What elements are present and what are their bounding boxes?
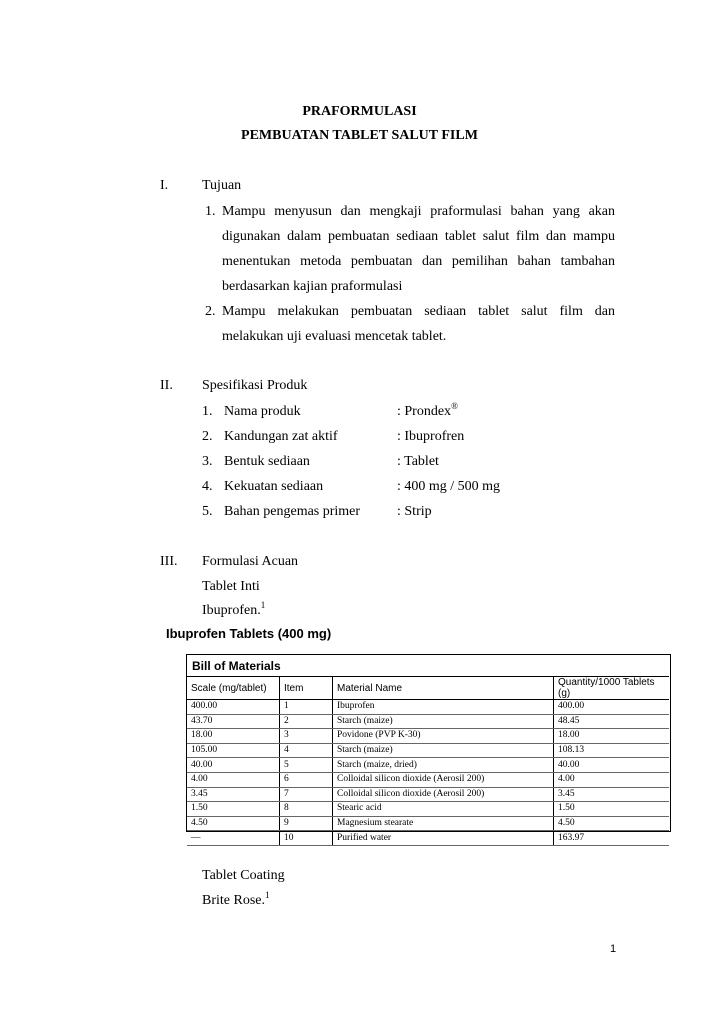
spec-value: : Prondex® — [397, 401, 458, 419]
cell-scale: 4.00 — [187, 772, 280, 787]
spec-label: Kekuatan sediaan — [224, 479, 324, 494]
bom-grid — [187, 676, 669, 846]
cell-quantity: 18.00 — [554, 729, 670, 744]
cell-item: 9 — [280, 816, 333, 831]
section-heading: Formulasi Acuan — [202, 554, 299, 569]
cell-material: Povidone (PVP K-30) — [333, 729, 554, 744]
section-heading: Tujuan — [202, 178, 242, 193]
cell-quantity: 163.97 — [554, 831, 670, 846]
reference-mark: 1 — [260, 600, 266, 610]
subheading-ibuprofen: Ibuprofen.$^1$ — [202, 600, 266, 618]
cell-scale: 43.70 — [187, 714, 280, 729]
registered-mark: ® — [451, 401, 458, 411]
spec-label: Bentuk sediaan — [224, 454, 310, 469]
bom-heading: Bill of Materials — [192, 659, 281, 673]
reference-mark: 1 — [265, 890, 270, 900]
cell-material: Starch (maize) — [333, 714, 554, 729]
table-row — [187, 758, 669, 773]
spec-label: Nama produk — [224, 404, 301, 419]
cell-item: 7 — [280, 787, 333, 802]
column-header-quantity: Quantity/1000 Tablets (g) — [554, 677, 670, 700]
cell-quantity: 3.45 — [554, 787, 670, 802]
cell-material: Starch (maize, dried) — [333, 758, 554, 773]
cell-quantity: 1.50 — [554, 802, 670, 817]
cell-quantity: 4.50 — [554, 816, 670, 831]
page-number: 1 — [610, 943, 617, 955]
section-number: III. — [160, 554, 178, 569]
cell-item: 10 — [280, 831, 333, 846]
spec-number: 5. — [202, 504, 213, 519]
cell-scale: 400.00 — [187, 700, 280, 715]
page-title: PRAFORMULASI — [302, 104, 417, 119]
bill-of-materials-table — [186, 654, 671, 843]
section-heading: Spesifikasi Produk — [202, 378, 308, 393]
table-header-row — [187, 677, 669, 700]
section-number: I. — [160, 178, 169, 193]
cell-item: 2 — [280, 714, 333, 729]
subheading-coating: Tablet Coating — [202, 868, 285, 883]
column-header-item: Item — [280, 677, 333, 700]
cell-item: 4 — [280, 743, 333, 758]
spec-number: 4. — [202, 479, 213, 494]
table-row — [187, 714, 669, 729]
spec-number: 3. — [202, 454, 213, 469]
list-number: 1. — [205, 204, 216, 219]
cell-item: 6 — [280, 772, 333, 787]
subheading-core: Tablet Inti — [202, 579, 260, 594]
spec-value: : 400 mg / 500 mg — [397, 479, 501, 494]
cell-material: Colloidal silicon dioxide (Aerosil 200) — [333, 772, 554, 787]
cell-quantity: 400.00 — [554, 700, 670, 715]
cell-item: 5 — [280, 758, 333, 773]
table-row — [187, 816, 669, 831]
spec-value: : Ibuprofren — [397, 429, 465, 444]
spec-label: Bahan pengemas primer — [224, 504, 361, 519]
cell-scale: 40.00 — [187, 758, 280, 773]
cell-scale: 18.00 — [187, 729, 280, 744]
cell-scale: — — [187, 831, 280, 846]
column-header-material: Material Name — [333, 677, 554, 700]
cell-material: Starch (maize) — [333, 743, 554, 758]
list-number: 2. — [205, 304, 216, 319]
table-row — [187, 787, 669, 802]
cell-material: Purified water — [333, 831, 554, 846]
spec-number: 2. — [202, 429, 213, 444]
coating-name: Brite Rose.$^1$ — [202, 890, 270, 908]
table-row — [187, 729, 669, 744]
table-row — [187, 772, 669, 787]
cell-quantity: 108.13 — [554, 743, 670, 758]
spec-value: : Strip — [397, 504, 432, 519]
cell-item: 8 — [280, 802, 333, 817]
spec-label: Kandungan zat aktif — [224, 429, 338, 444]
cell-quantity: 48.45 — [554, 714, 670, 729]
column-header-scale: Scale (mg/tablet) — [187, 677, 280, 700]
cell-scale: 105.00 — [187, 743, 280, 758]
spec-value: : Tablet — [397, 454, 439, 469]
table-title: Ibuprofen Tablets (400 mg) — [166, 626, 332, 641]
cell-material: Magnesium stearate — [333, 816, 554, 831]
cell-item: 3 — [280, 729, 333, 744]
table-row — [187, 700, 669, 715]
page-subtitle: PEMBUATAN TABLET SALUT FILM — [241, 128, 478, 143]
cell-scale: 4.50 — [187, 816, 280, 831]
list-line: Mampu menyusun dan mengkaji praformulasi bahan yang akan — [222, 204, 615, 219]
table-row — [187, 802, 669, 817]
list-line: digunakan dalam pembuatan sediaan tablet salut film dan mampu — [222, 229, 615, 244]
table-row — [187, 831, 669, 846]
cell-material: Colloidal silicon dioxide (Aerosil 200) — [333, 787, 554, 802]
cell-item: 1 — [280, 700, 333, 715]
list-line: melakukan uji evaluasi mencetak tablet. — [222, 329, 447, 344]
cell-quantity: 4.00 — [554, 772, 670, 787]
list-line: berdasarkan kajian praformulasi — [222, 279, 403, 294]
cell-scale: 3.45 — [187, 787, 280, 802]
section-number: II. — [160, 378, 173, 393]
list-line: Mampu melakukan pembuatan sediaan tablet salut film dan — [222, 304, 615, 319]
cell-material: Ibuprofen — [333, 700, 554, 715]
list-line: menentukan metoda pembuatan dan pemilihan bahan tambahan — [222, 254, 615, 269]
spec-number: 1. — [202, 404, 213, 419]
cell-quantity: 40.00 — [554, 758, 670, 773]
cell-scale: 1.50 — [187, 802, 280, 817]
table-row — [187, 743, 669, 758]
cell-material: Stearic acid — [333, 802, 554, 817]
